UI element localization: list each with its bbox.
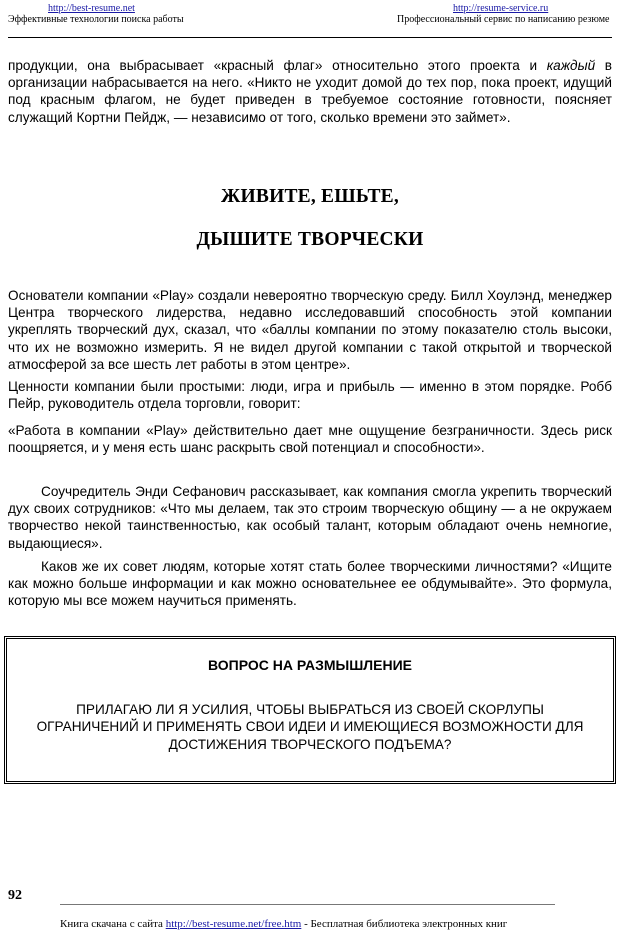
header-rule: [8, 37, 612, 38]
paragraph-2: Основатели компании «Play» создали невероятно творческую среду. Билл Хоулэнд, менеджер Центра творческого лидерства, недавно исследовавший способность этой компании укреплять творческий дух, сказал, что «баллы компании по этому показателю столь высоки, что их не возможно измерить. Я не видел другой компании с такой открытой и творческой атмосферой за все шесть лет работы в этом центре».: [8, 288, 612, 372]
page-number: 92: [8, 888, 22, 903]
header-right-link[interactable]: http://resume-service.ru: [453, 3, 549, 14]
section-heading-line-2: ДЫШИТЕ ТВОРЧЕСКИ: [196, 229, 424, 250]
header-left-subtitle: Эффективные технологии поиска работы: [8, 14, 184, 25]
footer-text: Книга скачана с сайта http://best-resume.net/free.htm - Бесплатная библиотека электронных книг: [60, 918, 508, 930]
footer-link[interactable]: http://best-resume.net/free.htm: [165, 918, 302, 930]
paragraph-3: Ценности компании были простыми: люди, игра и прибыль — именно в этом порядке. Робб Пейр, руководитель отдела торговли, говорит:: [8, 379, 612, 412]
paragraph-1: продукции, она выбрасывает «красный флаг» относительно этого проекта и каждый в организации набрасывается на него. «Никто не уходит домой до тех пор, пока проект, идущий под красным флагом, не будет приведен в требуемое состояние готовности, поясняет служащий Кортни Пейдж, — независимо от того, сколько времени это займет».: [8, 58, 613, 125]
section-heading-line-1: ЖИВИТЕ, ЕШЬТЕ,: [221, 186, 399, 207]
paragraph-4: «Работа в компании «Play» действительно дает мне ощущение безграничности. Здесь риск поощряется, и у меня есть шанс раскрыть свой потенциал и способности».: [8, 423, 612, 456]
reflection-title: ВОПРОС НА РАЗМЫШЛЕНИЕ: [208, 657, 412, 673]
header-left-link[interactable]: http://best-resume.net: [48, 3, 135, 14]
paragraph-5: Соучредитель Энди Сефанович рассказывает, как компания смогла укрепить творческий дух своих сотрудников: «Что мы делаем, так это строим творческую общину — а не окружаем творчество некой таинственностью, как особый талант, которым обладают очень немногие, выдающиеся».: [8, 484, 612, 551]
footer-rule: [60, 904, 555, 905]
header-right-subtitle: Профессиональный сервис по написанию резюме: [397, 14, 610, 25]
paragraph-6: Каков же их совет людям, которые хотят стать более творческими личностями? «Ищите как можно больше информации и как можно основательнее ее обдумывайте». Это формула, которую мы все можем научиться применять.: [8, 559, 612, 609]
reflection-question: ПРИЛАГАЮ ЛИ Я УСИЛИЯ, ЧТОБЫ ВЫБРАТЬСЯ ИЗ СВОЕЙ СКОРЛУПЫ ОГРАНИЧЕНИЙ И ПРИМЕНЯТЬ СВОИ ИДЕИ И ИМЕЮЩИЕСЯ ВОЗМОЖНОСТИ ДЛЯ ДОСТИЖЕНИЯ ТВОРЧЕСКОГО ПОДЪЕМА?: [36, 702, 584, 752]
emphasis-word: каждый: [546, 58, 596, 73]
